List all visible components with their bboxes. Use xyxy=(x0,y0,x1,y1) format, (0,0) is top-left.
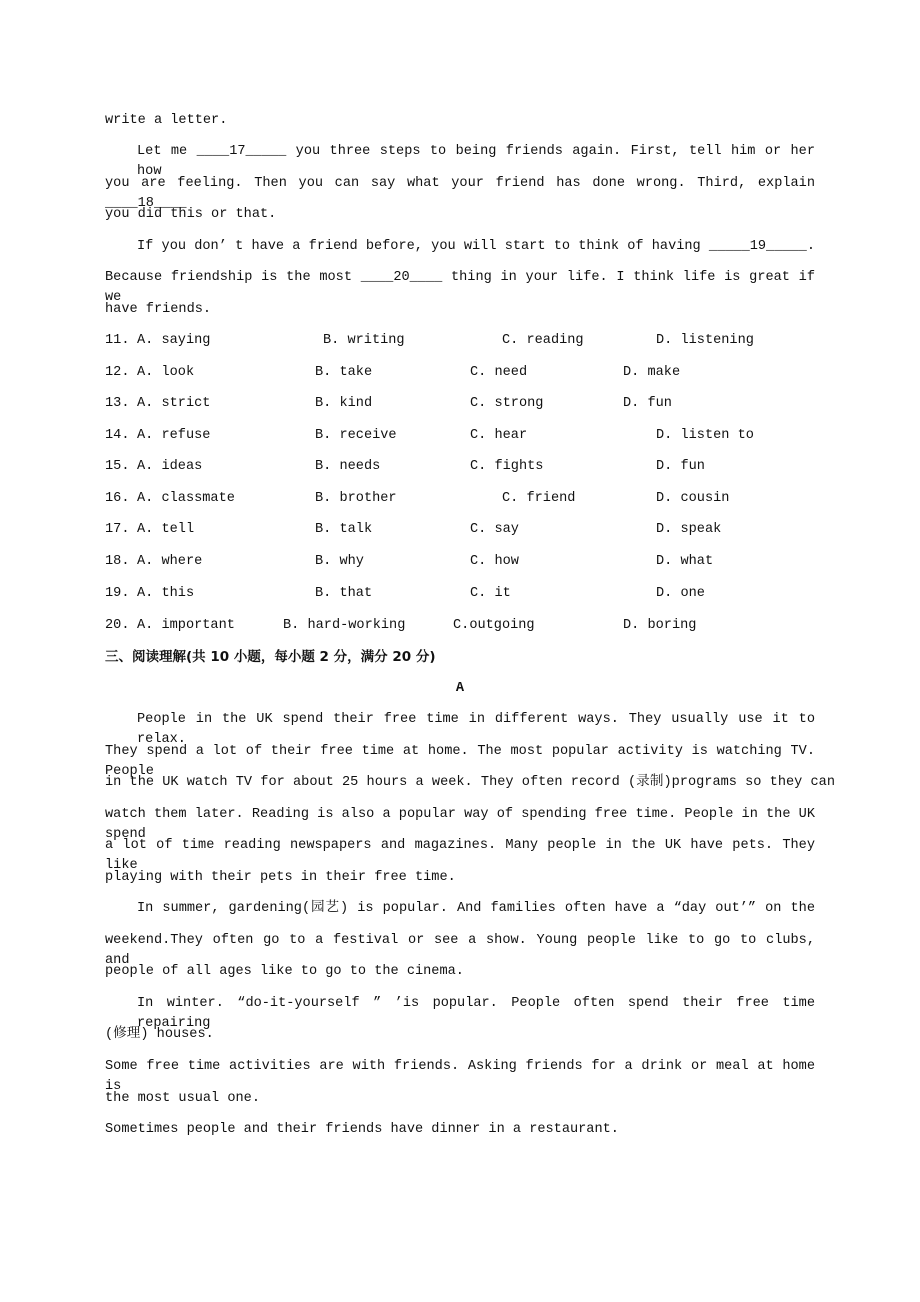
question-number: 11. xyxy=(105,333,130,348)
text-line: Sometimes people and their friends have dinner in a restaurant. xyxy=(105,1122,619,1137)
text-line: you did this or that. xyxy=(105,207,277,222)
text-line: People in the UK spend their free time in different ways. They usually use it to relax. xyxy=(137,712,815,747)
option-d: D. boring xyxy=(623,618,697,633)
question-number: 12. xyxy=(105,365,130,380)
option-d: D. listen to xyxy=(656,428,754,443)
text-line: In summer, gardening(园艺) is popular. And families often have a “day out’” on the xyxy=(137,901,815,916)
text-line: Because friendship is the most ____20____ thing in your life. I think life is great if we xyxy=(105,270,815,305)
question-number: 15. xyxy=(105,459,130,474)
option-a: A. saying xyxy=(137,333,211,348)
option-b: B. talk xyxy=(315,522,373,537)
option-b: B. receive xyxy=(315,428,397,443)
option-b: B. hard-working xyxy=(283,618,406,633)
option-d: D. what xyxy=(656,554,714,569)
option-d: D. fun xyxy=(656,459,705,474)
option-c: C. it xyxy=(470,586,511,601)
text-line: Let me ____17_____ you three steps to being friends again. First, tell him or her how xyxy=(137,144,815,179)
text-line: If you don’ t have a friend before, you will start to think of having _____19_____. xyxy=(137,239,815,254)
text-line: (修理) houses. xyxy=(105,1027,214,1042)
option-d: D. cousin xyxy=(656,491,730,506)
text-line: watch them later. Reading is also a popular way of spending free time. People in the UK spend xyxy=(105,807,815,842)
option-c: C. strong xyxy=(470,396,544,411)
text-line: playing with their pets in their free time. xyxy=(105,870,456,885)
option-a: A. look xyxy=(137,365,195,380)
question-number: 17. xyxy=(105,522,130,537)
text-line: in the UK watch TV for about 25 hours a week. They often record (录制)programs so they can xyxy=(105,775,835,790)
passage-label: A xyxy=(455,681,465,696)
option-b: B. brother xyxy=(315,491,397,506)
question-number: 13. xyxy=(105,396,130,411)
option-c: C. hear xyxy=(470,428,528,443)
option-a: A. refuse xyxy=(137,428,211,443)
option-a: A. strict xyxy=(137,396,211,411)
option-d: D. speak xyxy=(656,522,722,537)
question-number: 14. xyxy=(105,428,130,443)
option-c: C. friend xyxy=(502,491,576,506)
option-b: B. that xyxy=(315,586,373,601)
option-d: D. fun xyxy=(623,396,672,411)
text-line: In winter. “do-it-yourself ” ’is popular. People often spend their free time repairing xyxy=(137,996,815,1031)
option-c: C.outgoing xyxy=(453,618,535,633)
option-a: A. important xyxy=(137,618,235,633)
option-c: C. need xyxy=(470,365,528,380)
text-line: weekend.They often go to a festival or see a show. Young people like to go to clubs, and xyxy=(105,933,815,968)
option-d: D. one xyxy=(656,586,705,601)
text-line: have friends. xyxy=(105,302,212,317)
text-line: the most usual one. xyxy=(105,1091,260,1106)
option-c: C. say xyxy=(470,522,519,537)
text-line: write a letter. xyxy=(105,113,228,128)
option-b: B. needs xyxy=(315,459,381,474)
option-a: A. classmate xyxy=(137,491,235,506)
question-number: 18. xyxy=(105,554,130,569)
option-b: B. why xyxy=(315,554,364,569)
option-b: B. take xyxy=(315,365,373,380)
option-a: A. where xyxy=(137,554,203,569)
section-heading: 三、阅读理解(共 10 小题，每小题 2 分，满分 20 分) xyxy=(105,649,436,665)
text-line: Some free time activities are with friends. Asking friends for a drink or meal at home is xyxy=(105,1059,815,1094)
option-b: B. writing xyxy=(323,333,405,348)
option-a: A. tell xyxy=(137,522,195,537)
option-c: C. how xyxy=(470,554,519,569)
option-b: B. kind xyxy=(315,396,373,411)
option-d: D. listening xyxy=(656,333,754,348)
text-line: people of all ages like to go to the cinema. xyxy=(105,964,464,979)
text-line: a lot of time reading newspapers and magazines. Many people in the UK have pets. They like xyxy=(105,838,815,873)
question-number: 19. xyxy=(105,586,130,601)
option-c: C. reading xyxy=(502,333,584,348)
option-c: C. fights xyxy=(470,459,544,474)
question-number: 16. xyxy=(105,491,130,506)
option-d: D. make xyxy=(623,365,681,380)
text-line: you are feeling. Then you can say what your friend has done wrong. Third, explain ____18____ xyxy=(105,176,815,211)
option-a: A. ideas xyxy=(137,459,203,474)
option-a: A. this xyxy=(137,586,195,601)
text-line: They spend a lot of their free time at home. The most popular activity is watching TV. People xyxy=(105,744,815,779)
question-number: 20. xyxy=(105,618,130,633)
